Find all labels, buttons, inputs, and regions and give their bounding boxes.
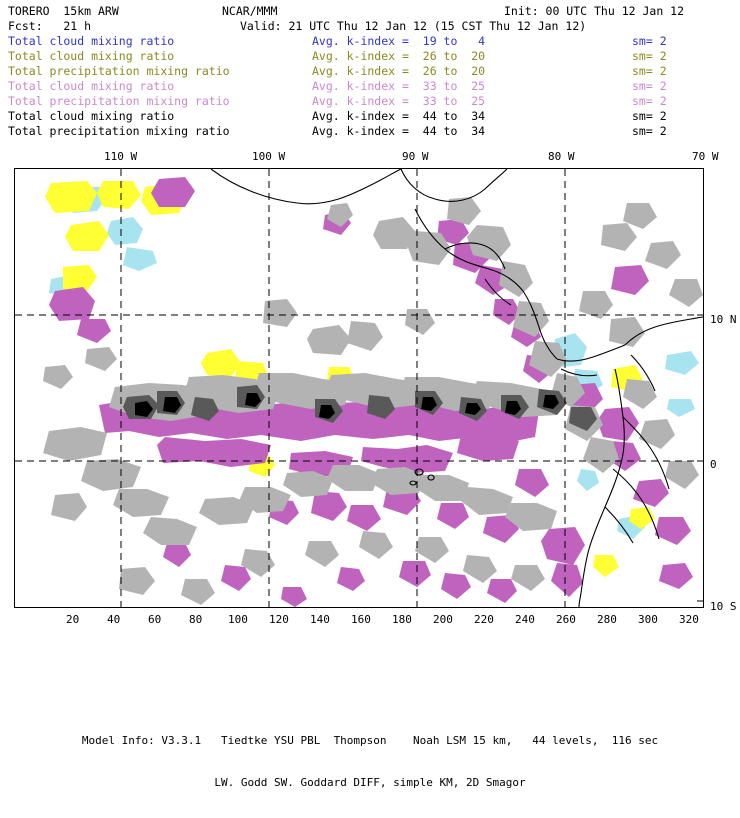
forecast-hour: Fcst: 21 h: [8, 19, 92, 33]
x-tick-label: 120: [269, 613, 289, 626]
legend-field-name: Total cloud mixing ratio: [8, 109, 175, 123]
legend-avg-range: Avg. k-index = 44 to 34: [312, 124, 486, 138]
x-tick-label: 140: [310, 613, 330, 626]
lon-tick-label: 80 W: [548, 150, 575, 163]
legend-avg-range: Avg. k-index = 26 to 20: [312, 49, 486, 63]
legend-row: [0, 64, 740, 79]
legend-smoothing: sm= 2: [632, 49, 667, 63]
lat-tick-label: 10 N: [710, 313, 737, 326]
legend: [0, 34, 740, 139]
lon-tick-label: 110 W: [104, 150, 138, 163]
x-tick-label: 280: [597, 613, 617, 626]
x-tick-label: 200: [433, 613, 453, 626]
legend-row: [0, 94, 740, 109]
legend-row: [0, 34, 740, 49]
legend-avg-range: Avg. k-index = 33 to 25: [312, 79, 486, 93]
x-tick-label: 40: [107, 613, 121, 626]
legend-field-name: Total precipitation mixing ratio: [8, 64, 230, 78]
legend-field-name: Total cloud mixing ratio: [8, 34, 175, 48]
legend-smoothing: sm= 2: [632, 79, 667, 93]
legend-smoothing: sm= 2: [632, 109, 667, 123]
legend-field-name: Total cloud mixing ratio: [8, 49, 175, 63]
x-tick-label: 220: [474, 613, 494, 626]
model-info-line-1: Model Info: V3.3.1 Tiedtke YSU PBL Thompson Noah LSM 15 km, 44 levels, 116 sec: [81, 734, 659, 747]
x-tick-label: 20: [66, 613, 80, 626]
legend-avg-range: Avg. k-index = 33 to 25: [312, 94, 486, 108]
x-tick-label: 300: [638, 613, 658, 626]
mixing-ratio-fields: [43, 177, 703, 607]
lat-tick-label: 0: [710, 458, 717, 471]
lon-tick-label: 90 W: [402, 150, 429, 163]
lon-tick-label: 100 W: [252, 150, 286, 163]
legend-field-name: Total precipitation mixing ratio: [8, 94, 230, 108]
x-tick-label: 100: [228, 613, 248, 626]
footer: [0, 706, 740, 818]
legend-avg-range: Avg. k-index = 44 to 34: [312, 109, 486, 123]
legend-field-name: Total precipitation mixing ratio: [8, 124, 230, 138]
header: [0, 0, 740, 150]
legend-row: [0, 79, 740, 94]
plot-frame: [14, 168, 704, 608]
map-plot[interactable]: [14, 168, 704, 608]
valid-time: Valid: 21 UTC Thu 12 Jan 12 (15 CST Thu 12 Jan 12): [240, 19, 587, 33]
legend-avg-range: Avg. k-index = 19 to 4: [312, 34, 486, 48]
lat-tick-label: 10 S: [710, 600, 737, 613]
model-info-line-2: LW. Godd SW. Goddard DIFF, simple KM, 2D Smagor: [214, 776, 526, 789]
init-time: Init: 00 UTC Thu 12 Jan 12: [504, 4, 685, 18]
legend-smoothing: sm= 2: [632, 34, 667, 48]
lon-tick-label: 70 W: [692, 150, 719, 163]
legend-row: [0, 109, 740, 124]
legend-smoothing: sm= 2: [632, 124, 667, 138]
x-tick-label: 60: [148, 613, 162, 626]
model-title: TORERO 15km ARW: [8, 4, 119, 18]
x-tick-label: 160: [351, 613, 371, 626]
x-tick-label: 180: [392, 613, 412, 626]
legend-avg-range: Avg. k-index = 26 to 20: [312, 64, 486, 78]
legend-row: [0, 49, 740, 64]
legend-smoothing: sm= 2: [632, 94, 667, 108]
center-label: NCAR/MMM: [222, 4, 278, 18]
legend-row: [0, 124, 740, 139]
x-tick-label: 240: [515, 613, 535, 626]
legend-smoothing: sm= 2: [632, 64, 667, 78]
plot-canvas: [15, 169, 703, 607]
x-tick-label: 320: [679, 613, 699, 626]
x-tick-label: 260: [556, 613, 576, 626]
x-tick-label: 80: [189, 613, 203, 626]
legend-field-name: Total cloud mixing ratio: [8, 79, 175, 93]
